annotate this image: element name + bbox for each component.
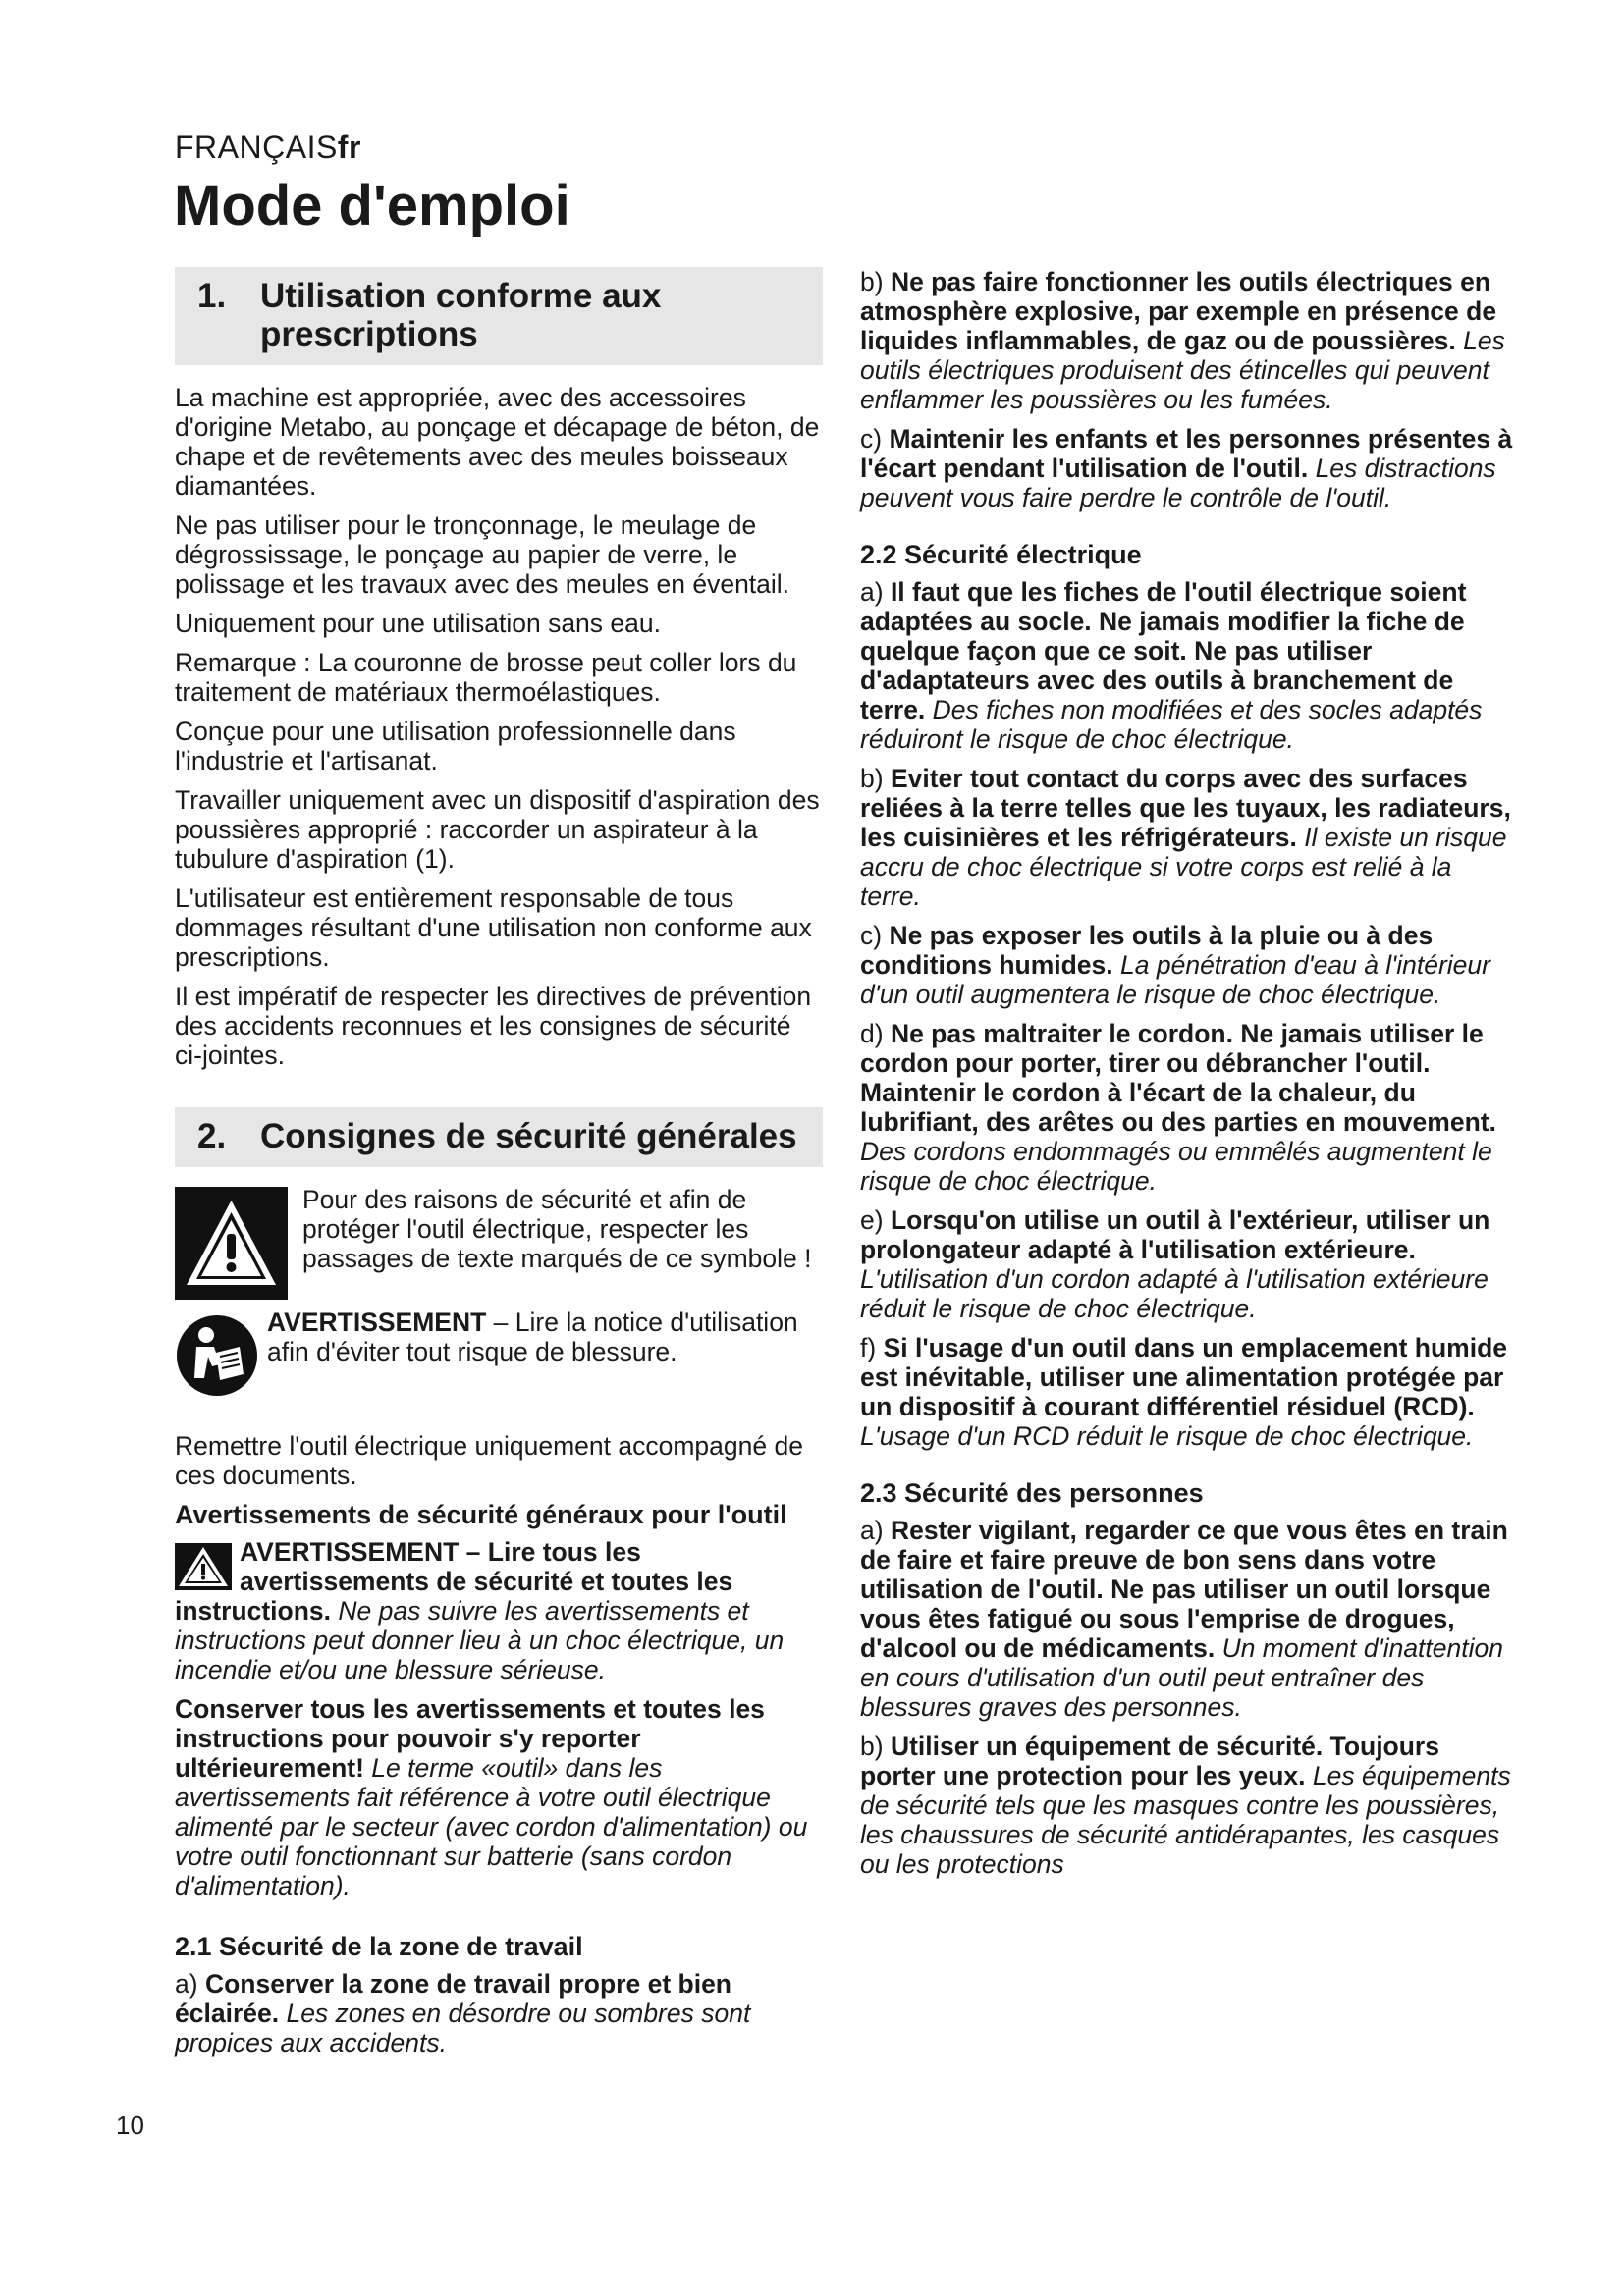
language-name: FRANÇAIS — [175, 130, 338, 165]
italic-text: Les équipements de sécurité tels que les masques contre les poussières, les chaussures de sécurité antidérapantes, les casques ou les protections — [860, 1761, 1511, 1879]
item-letter: a) — [175, 1969, 205, 1999]
bold-text: Si l'usage d'un outil dans un emplacement humide est inévitable, utiliser une alimentation protégée par un dispositif à courant différentiel résiduel (RCD). — [860, 1333, 1508, 1421]
warning-italic-text: Ne pas suivre les avertissements et instructions peut donner lieu à un choc électrique, un incendie et/ou une blessure sérieuse. — [175, 1596, 785, 1684]
item-letter: b) — [860, 1732, 891, 1761]
paragraph: Ne pas utiliser pour le tronçonnage, le meulage de dégrossissage, le ponçage au papier de verre, le polissage et les travaux avec des meules en éventail. — [175, 510, 790, 599]
language-label — [175, 130, 361, 166]
paragraph: Remettre l'outil électrique uniquement accompagné de ces documents. — [175, 1431, 803, 1490]
section-1-heading — [175, 267, 823, 365]
paragraph: L'utilisateur est entièrement responsable de tous dommages résultant d'une utilisation non conforme aux prescriptions. — [175, 883, 812, 972]
section-2-heading — [175, 1107, 823, 1167]
read-manual-text — [267, 1308, 823, 1366]
item-letter: d) — [860, 1019, 891, 1048]
italic-text: Des fiches non modifiées et des socles adaptés réduiront le risque de choc électrique. — [860, 695, 1483, 754]
bold-text: Conserver la zone de travail propre et bien éclairée. — [175, 1969, 731, 2028]
list-item — [860, 764, 1518, 911]
item-letter: a) — [860, 577, 891, 607]
bold-text: Il faut que les fiches de l'outil électrique soient adaptées au socle. Ne jamais modifier la fiche de quelque façon que ce soit. Ne pas utiliser d'adaptateurs avec des outils à branchement de terre. — [860, 577, 1467, 724]
page-number: 10 — [116, 2110, 144, 2140]
warning-label: AVERTISSEMENT — [267, 1308, 487, 1337]
italic-text: L'utilisation d'un cordon adapté à l'utilisation extérieure réduit le risque de choc électrique. — [860, 1264, 1489, 1323]
keep-instructions-paragraph — [175, 1694, 823, 1900]
bold-text: Ne pas maltraiter le cordon. Ne jamais utiliser le cordon pour porter, tirer ou débrancher l'outil. Maintenir le cordon à l'écart de la chaleur, du lubrifiant, des arêtes ou des parties en mouvement. — [860, 1019, 1496, 1137]
italic-text: Il existe un risque accru de choc électrique si votre corps est relié à la terre. — [860, 823, 1507, 911]
italic-text: Des cordons endommagés ou emmêlés augmentent le risque de choc électrique. — [860, 1137, 1492, 1196]
bold-text: Maintenir les enfants et les personnes présentes à l'écart pendant l'utilisation de l'outil. — [860, 424, 1513, 483]
list-item — [860, 1333, 1518, 1451]
warning-all-paragraph — [175, 1537, 823, 1684]
list-item — [860, 577, 1518, 754]
subheading-2-1: 2.1 Sécurité de la zone de travail — [175, 1932, 583, 1961]
item-letter: b) — [860, 764, 891, 793]
list-item — [860, 1516, 1518, 1722]
read-manual-icon — [175, 1313, 259, 1398]
bold-text: Ne pas faire fonctionner les outils électriques en atmosphère explosive, par exemple en présence de liquides inflammables, de gaz ou de poussières. — [860, 267, 1497, 355]
paragraph: Uniquement pour une utilisation sans eau. — [175, 609, 661, 638]
italic-text: Un moment d'inattention en cours d'utilisation d'un outil peut entraîner des blessures graves des personnes. — [860, 1633, 1503, 1722]
page-title: Mode d'emploi — [174, 174, 570, 238]
italic-text: Les outils électriques produisent des étincelles qui peuvent enflammer les poussières ou les fumées. — [860, 326, 1505, 414]
language-code: fr — [337, 130, 361, 165]
list-item — [860, 1019, 1518, 1196]
subheading-2-2: 2.2 Sécurité électrique — [860, 540, 1142, 569]
paragraph: Conçue pour une utilisation professionnelle dans l'industrie et l'artisanat. — [175, 717, 736, 775]
item-letter: c) — [860, 424, 890, 454]
list-item — [860, 921, 1518, 1009]
item-letter: b) — [860, 267, 891, 296]
left-column — [175, 267, 823, 2067]
bold-text: Rester vigilant, regarder ce que vous êtes en train de faire et faire preuve de bon sens dans votre utilisation de l'outil. Ne pas utiliser un outil lorsque vous êtes fatigué ou sous l'emprise de drogues, d'alcool ou de médicaments. — [860, 1516, 1508, 1663]
section-title: Consignes de sécurité générales — [260, 1117, 797, 1155]
paragraph: Il est impératif de respecter les directives de prévention des accidents reconnues et les consignes de sécurité ci-jointes. — [175, 982, 812, 1070]
subheading: Avertissements de sécurité généraux pour l'outil — [175, 1500, 787, 1529]
list-item — [860, 1205, 1518, 1323]
paragraph: La machine est appropriée, avec des accessoires d'origine Metabo, au ponçage et décapage de béton, de chape et de revêtements avec des meules boisseaux diamantées. — [175, 383, 820, 501]
warning-text: – Lire la notice d'utilisation afin d'éviter tout risque de blessure. — [267, 1308, 798, 1366]
list-item — [860, 424, 1518, 512]
list-item — [860, 1732, 1518, 1879]
section-number: 1. — [197, 277, 227, 315]
italic-text: Les zones en désordre ou sombres sont propices aux accidents. — [175, 1999, 751, 2057]
bold-text: Lorsqu'on utilise un outil à l'extérieur, utiliser un prolongateur adapté à l'utilisation extérieure. — [860, 1205, 1490, 1264]
warning-symbol-text: Pour des raisons de sécurité et afin de protéger l'outil électrique, respecter les passages de texte marqués de ce symbole ! — [302, 1185, 812, 1273]
italic-text: L'usage d'un RCD réduit le risque de choc électrique. — [860, 1421, 1474, 1451]
bold-text: Utiliser un équipement de sécurité. Toujours porter une protection pour les yeux. — [860, 1732, 1439, 1790]
subheading-2-3: 2.3 Sécurité des personnes — [860, 1478, 1204, 1508]
warning-triangle-icon — [175, 1187, 288, 1300]
section-title: Utilisation conforme aux prescriptions — [260, 277, 662, 353]
read-manual-note — [175, 1308, 823, 1398]
italic-text: La pénétration d'eau à l'intérieur d'un outil augmentera le risque de choc électrique. — [860, 950, 1490, 1009]
item-letter: c) — [860, 921, 890, 950]
item-letter: f) — [860, 1333, 884, 1362]
item-letter: e) — [860, 1205, 891, 1235]
paragraph: Travailler uniquement avec un dispositif d'aspiration des poussières approprié : raccorder un aspirateur à la tubulure d'aspiration (1). — [175, 785, 820, 874]
section-number: 2. — [197, 1117, 227, 1155]
bold-text: Conserver tous les avertissements et toutes les instructions pour pouvoir s'y reporter ultérieurement! — [175, 1694, 765, 1783]
list-item — [175, 1969, 823, 2057]
warning-bold-text: AVERTISSEMENT – Lire tous les avertissements de sécurité et toutes les instructions. — [175, 1537, 733, 1626]
list-item — [860, 267, 1518, 414]
warning-symbol-note — [175, 1185, 823, 1300]
bold-text: Ne pas exposer les outils à la pluie ou à des conditions humides. — [860, 921, 1434, 980]
right-column — [860, 267, 1518, 1889]
italic-text: Les distractions peuvent vous faire perdre le contrôle de l'outil. — [860, 454, 1496, 512]
item-letter: a) — [860, 1516, 891, 1545]
bold-text: Eviter tout contact du corps avec des surfaces reliées à la terre telles que les tuyaux, les radiateurs, les cuisinières et les réfrigérateurs. — [860, 764, 1511, 852]
italic-text: Le terme «outil» dans les avertissements fait référence à votre outil électrique alimenté par le secteur (avec cordon d'alimentation) ou votre outil fonctionnant sur batterie (sans cordon d'alimentation). — [175, 1753, 808, 1900]
warning-triangle-small-icon — [175, 1543, 232, 1590]
paragraph: Remarque : La couronne de brosse peut coller lors du traitement de matériaux thermoélastiques. — [175, 648, 797, 707]
